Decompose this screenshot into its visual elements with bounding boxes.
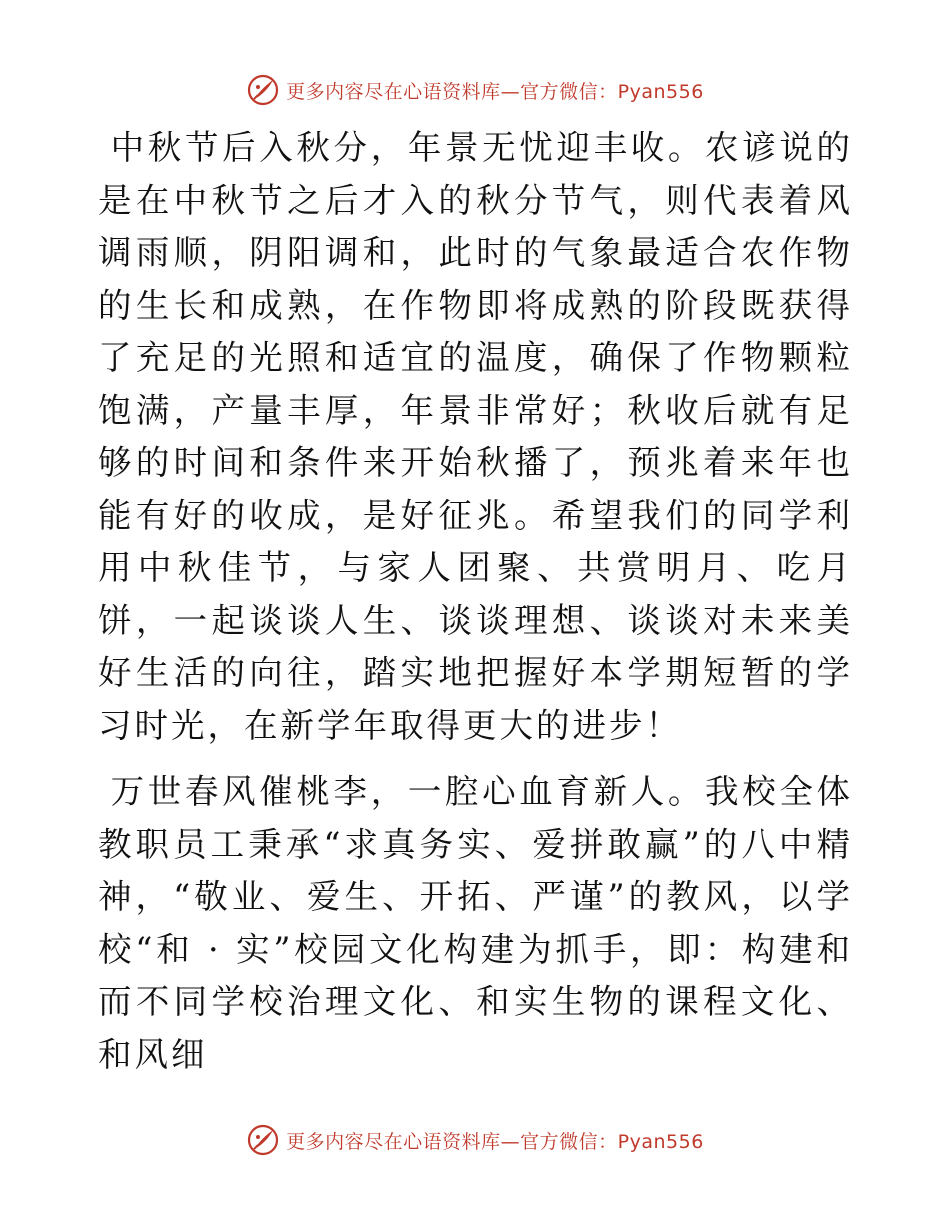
footer-banner: [0, 1120, 950, 1160]
paragraph-1: [98, 122, 853, 752]
quill-seal-icon: [246, 73, 280, 107]
document-body: [98, 122, 853, 1081]
paragraph-2: [98, 766, 853, 1081]
paragraph-1-text: 中秋节后入秋分，年景无忧迎丰收。农谚说的是在中秋节之后才入的秋分节气，则代表着风调雨顺，阴阳调和，此时的气象最适合农作物的生长和成熟，在作物即将成熟的阶段既获得了充足的光照和适宜的温度，确保了作物颗粒饱满，产量丰厚，年景非常好；秋收后就有足够的时间和条件来开始秋播了，预兆着来年也能有好的收成，是好征兆。希望我们的同学利用中秋佳节，与家人团聚、共赏明月、吃月饼，一起谈谈人生、谈谈理想、谈谈对未来美好生活的向往，踏实地把握好本学期短暂的学习时光，在新学年取得更大的进步！: [98, 128, 853, 745]
header-banner-text: 更多内容尽在心语资料库—官方微信：Pyan556: [286, 80, 704, 103]
paragraph-2-text: 万世春风催桃李，一腔心血育新人。我校全体教职员工秉承“求真务实、爱拼敢赢”的八中精神，“敬业、爱生、开拓、严谨”的教风，以学校“和 · 实”校园文化构建为抓手，即：构建和而不同学校治理文化、和实生物的课程文化、和风细: [98, 772, 853, 1074]
footer-banner-text: 更多内容尽在心语资料库—官方微信：Pyan556: [286, 1130, 704, 1153]
quill-seal-icon: [246, 1123, 280, 1157]
header-banner: [0, 70, 950, 110]
